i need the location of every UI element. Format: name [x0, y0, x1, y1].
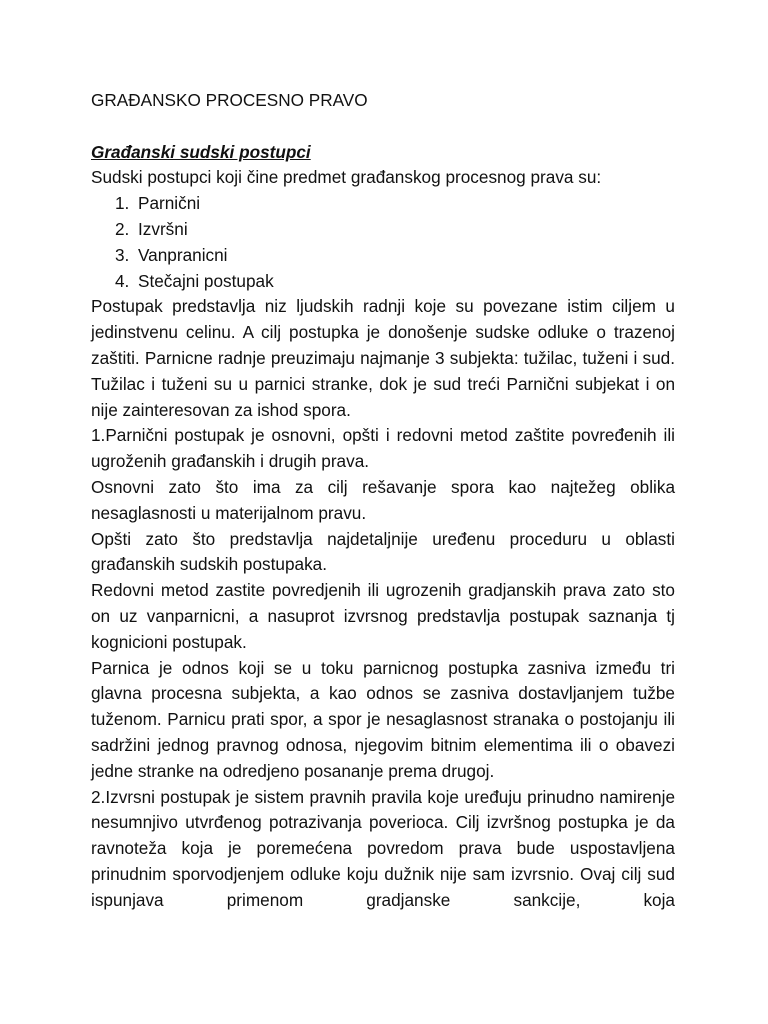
list-item-number: 2.: [115, 218, 130, 239]
list-item: [115, 269, 675, 295]
list-item-text: Izvršni: [138, 218, 188, 239]
paragraph-postupak: Postupak predstavlja niz ljudskih radnji koje su povezane istim ciljem u jedinstvenu celinu. A cilj postupka je donošenje sudske odluke o trazenoj zaštiti. Parnicne radnje preuzimaju najmanje 3 subjekta: tužilac, tuženi i sud. Tužilac i tuženi su u parnici stranke, dok je sud treći Parnični subjekat i on nije zainteresovan za ishod spora.: [91, 296, 675, 420]
paragraph-parnica: Parnica je odnos koji se u toku parnicnog postupka zasniva između tri glavna procesna subjekta, a kao odnos se zasniva dostavljanjem tužbe tuženom. Parnicu prati spor, a spor je nesaglasnost stranaka o postojanju ili sadržini jednog pravnog odnosa, njegovim bitnim elementima ili o obavezi jedne stranke na odredjeno posananje prema drugoj.: [91, 657, 675, 781]
list-item: [115, 217, 675, 243]
procedure-list: [91, 191, 675, 294]
intro-sentence: Sudski postupci koji čine predmet građanskog procesnog prava su:: [91, 167, 602, 188]
paragraph-redovni: Redovni metod zastite povredjenih ili ugrozenih gradjanskih prava zato sto on uz vanparnicni, a nasuprot izvrsnog predstavlja postupak saznanja tj kognicioni postupak.: [91, 580, 675, 652]
list-item-text: Parnični: [138, 193, 201, 214]
paragraph-osnovni: Osnovni zato što ima za cilj rešavanje spora kao najtežeg oblika nesaglasnosti u materijalnom pravu.: [91, 476, 675, 523]
list-item-text: Stečajni postupak: [138, 270, 274, 291]
list-item-text: Vanpranicni: [138, 244, 228, 265]
document-title: GRAĐANSKO PROCESNO PRAVO: [91, 90, 368, 110]
paragraph-izvrsni-postupak: 2.Izvrsni postupak je sistem pravnih pravila koje uređuju prinudno namirenje nesumnjivo utvrđenog potrazivanja poverioca. Cilj izvršnog postupka je da ravnoteža koja je poremećena povredom prava bude uspostavljena prinudnim sporvodjenjem odluke koju dužnik nije sam izvrsnio. Ovaj cilj sud ispunjava primenom gradjanske sankcije, koja: [91, 786, 675, 910]
paragraph-parnicni-postupak: 1.Parnični postupak je osnovni, opšti i redovni metod zaštite povređenih ili ugroženih građanskih i drugih prava.: [91, 425, 675, 472]
list-item-number: 3.: [115, 244, 130, 265]
section-heading: Građanski sudski postupci: [91, 141, 311, 162]
document-page: [91, 88, 675, 914]
list-item-number: 1.: [115, 193, 130, 214]
list-item-number: 4.: [115, 270, 130, 291]
paragraph-opsti: Opšti zato što predstavlja najdetaljnije uređenu proceduru u oblasti građanskih sudskih postupaka.: [91, 528, 675, 575]
list-item: [115, 243, 675, 269]
list-item: [115, 191, 675, 217]
